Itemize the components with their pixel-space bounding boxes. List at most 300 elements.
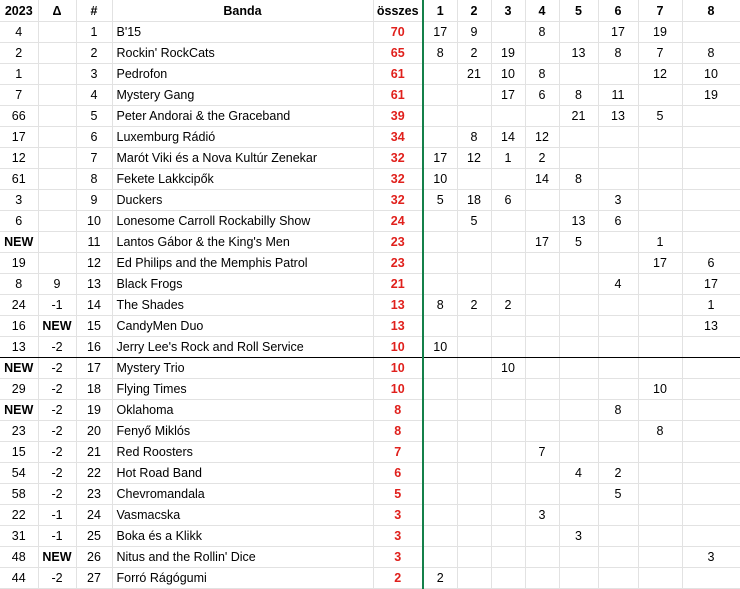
table-row bbox=[0, 148, 740, 169]
cell-total: 61 bbox=[373, 85, 423, 106]
cell-round-4 bbox=[525, 568, 559, 589]
cell-round-5 bbox=[559, 484, 598, 505]
cell-round-3: 2 bbox=[491, 295, 525, 316]
table-header bbox=[0, 0, 740, 22]
cell-round-2 bbox=[457, 253, 491, 274]
cell-round-5: 4 bbox=[559, 463, 598, 484]
cell-round-4 bbox=[525, 400, 559, 421]
table-row bbox=[0, 505, 740, 526]
cell-round-8 bbox=[682, 400, 740, 421]
cell-round-2 bbox=[457, 526, 491, 547]
cell-2023-rank: 61 bbox=[0, 169, 38, 190]
cell-round-4 bbox=[525, 421, 559, 442]
cell-total: 10 bbox=[373, 379, 423, 400]
cell-band-name: Red Roosters bbox=[112, 442, 373, 463]
cell-round-8: 10 bbox=[682, 64, 740, 85]
cell-round-3: 10 bbox=[491, 358, 525, 379]
table-row bbox=[0, 232, 740, 253]
cell-total: 65 bbox=[373, 43, 423, 64]
cell-round-1 bbox=[423, 442, 457, 463]
cell-round-2 bbox=[457, 484, 491, 505]
cell-round-2: 9 bbox=[457, 22, 491, 43]
cell-round-8: 8 bbox=[682, 43, 740, 64]
cell-round-2 bbox=[457, 463, 491, 484]
cell-round-6 bbox=[598, 421, 638, 442]
cell-2023-rank: 58 bbox=[0, 484, 38, 505]
cell-round-1 bbox=[423, 211, 457, 232]
cell-round-7: 8 bbox=[638, 421, 682, 442]
cell-rank: 22 bbox=[76, 463, 112, 484]
cell-round-6 bbox=[598, 148, 638, 169]
cell-band-name: The Shades bbox=[112, 295, 373, 316]
cell-round-8: 17 bbox=[682, 274, 740, 295]
cell-total: 24 bbox=[373, 211, 423, 232]
cell-round-3 bbox=[491, 337, 525, 358]
cell-rank: 9 bbox=[76, 190, 112, 211]
cell-rank: 25 bbox=[76, 526, 112, 547]
cell-round-7: 10 bbox=[638, 379, 682, 400]
cell-round-8 bbox=[682, 232, 740, 253]
table-row bbox=[0, 379, 740, 400]
cell-delta bbox=[38, 106, 76, 127]
cell-round-7: 1 bbox=[638, 232, 682, 253]
cell-delta bbox=[38, 190, 76, 211]
cell-round-4 bbox=[525, 274, 559, 295]
cell-2023-rank: 29 bbox=[0, 379, 38, 400]
cell-round-4 bbox=[525, 211, 559, 232]
cell-round-3 bbox=[491, 169, 525, 190]
cell-round-4 bbox=[525, 358, 559, 379]
cell-round-3 bbox=[491, 232, 525, 253]
table-row bbox=[0, 253, 740, 274]
cell-2023-rank: 17 bbox=[0, 127, 38, 148]
cell-delta: -2 bbox=[38, 568, 76, 589]
cell-round-7: 19 bbox=[638, 22, 682, 43]
cell-round-8 bbox=[682, 505, 740, 526]
table-row bbox=[0, 64, 740, 85]
cell-delta bbox=[38, 232, 76, 253]
cell-round-3 bbox=[491, 547, 525, 568]
cell-round-4: 2 bbox=[525, 148, 559, 169]
cell-round-7 bbox=[638, 316, 682, 337]
cell-delta bbox=[38, 148, 76, 169]
cell-round-2: 8 bbox=[457, 127, 491, 148]
cell-band-name: Luxemburg Rádió bbox=[112, 127, 373, 148]
cell-round-4 bbox=[525, 337, 559, 358]
cell-total: 8 bbox=[373, 400, 423, 421]
cell-round-1 bbox=[423, 400, 457, 421]
table-row bbox=[0, 274, 740, 295]
cell-round-8 bbox=[682, 463, 740, 484]
cell-delta: -2 bbox=[38, 400, 76, 421]
cell-round-5 bbox=[559, 379, 598, 400]
cell-round-7 bbox=[638, 148, 682, 169]
cell-round-8: 13 bbox=[682, 316, 740, 337]
cell-round-5: 5 bbox=[559, 232, 598, 253]
cell-round-3 bbox=[491, 274, 525, 295]
cell-round-4: 8 bbox=[525, 22, 559, 43]
table-row bbox=[0, 463, 740, 484]
cell-round-5 bbox=[559, 505, 598, 526]
cell-round-8: 3 bbox=[682, 547, 740, 568]
cell-2023-rank: 7 bbox=[0, 85, 38, 106]
cell-round-3 bbox=[491, 442, 525, 463]
cell-round-7 bbox=[638, 400, 682, 421]
cell-round-7 bbox=[638, 127, 682, 148]
cell-round-2 bbox=[457, 232, 491, 253]
cell-round-1 bbox=[423, 274, 457, 295]
cell-total: 2 bbox=[373, 568, 423, 589]
cell-total: 6 bbox=[373, 463, 423, 484]
cell-round-1 bbox=[423, 379, 457, 400]
cell-round-2 bbox=[457, 379, 491, 400]
cell-delta bbox=[38, 253, 76, 274]
cell-round-2 bbox=[457, 337, 491, 358]
cell-round-1: 8 bbox=[423, 43, 457, 64]
cell-round-5 bbox=[559, 22, 598, 43]
cell-round-8 bbox=[682, 526, 740, 547]
cell-round-4 bbox=[525, 43, 559, 64]
cell-round-7: 12 bbox=[638, 64, 682, 85]
cell-round-1 bbox=[423, 421, 457, 442]
cell-round-7 bbox=[638, 547, 682, 568]
table-row bbox=[0, 400, 740, 421]
cell-round-4: 7 bbox=[525, 442, 559, 463]
cell-2023-rank: 23 bbox=[0, 421, 38, 442]
cell-round-4: 3 bbox=[525, 505, 559, 526]
cell-round-5: 13 bbox=[559, 43, 598, 64]
cell-round-7 bbox=[638, 274, 682, 295]
cell-2023-rank: 31 bbox=[0, 526, 38, 547]
cell-round-6: 3 bbox=[598, 190, 638, 211]
cell-round-5 bbox=[559, 568, 598, 589]
cell-delta: -2 bbox=[38, 379, 76, 400]
cell-round-5 bbox=[559, 64, 598, 85]
cell-2023-rank: 48 bbox=[0, 547, 38, 568]
table-row bbox=[0, 169, 740, 190]
cell-round-5 bbox=[559, 358, 598, 379]
table-row bbox=[0, 421, 740, 442]
cell-round-7 bbox=[638, 505, 682, 526]
cell-band-name: Mystery Trio bbox=[112, 358, 373, 379]
cell-round-5 bbox=[559, 421, 598, 442]
cell-round-3 bbox=[491, 211, 525, 232]
cell-total: 39 bbox=[373, 106, 423, 127]
cell-round-3 bbox=[491, 400, 525, 421]
cell-delta: NEW bbox=[38, 316, 76, 337]
cell-round-5: 13 bbox=[559, 211, 598, 232]
cell-2023-rank: 54 bbox=[0, 463, 38, 484]
cell-round-3 bbox=[491, 505, 525, 526]
cell-round-5 bbox=[559, 547, 598, 568]
cell-total: 3 bbox=[373, 505, 423, 526]
col-header-rank: # bbox=[76, 0, 112, 22]
cell-rank: 17 bbox=[76, 358, 112, 379]
cell-round-6: 5 bbox=[598, 484, 638, 505]
cell-round-2 bbox=[457, 358, 491, 379]
cell-delta: -2 bbox=[38, 358, 76, 379]
cell-round-4 bbox=[525, 106, 559, 127]
cell-total: 13 bbox=[373, 316, 423, 337]
col-header-band: Banda bbox=[112, 0, 373, 22]
cell-round-8 bbox=[682, 442, 740, 463]
col-header-total: összes bbox=[373, 0, 423, 22]
cell-round-2 bbox=[457, 400, 491, 421]
cell-round-4: 17 bbox=[525, 232, 559, 253]
cell-round-5 bbox=[559, 190, 598, 211]
cell-rank: 11 bbox=[76, 232, 112, 253]
cell-round-8 bbox=[682, 106, 740, 127]
cell-round-2: 5 bbox=[457, 211, 491, 232]
cell-round-5: 8 bbox=[559, 169, 598, 190]
cell-rank: 27 bbox=[76, 568, 112, 589]
cell-round-7 bbox=[638, 295, 682, 316]
cell-delta bbox=[38, 64, 76, 85]
cell-round-3: 1 bbox=[491, 148, 525, 169]
cell-band-name: Pedrofon bbox=[112, 64, 373, 85]
cell-rank: 13 bbox=[76, 274, 112, 295]
cell-round-2 bbox=[457, 106, 491, 127]
cell-rank: 2 bbox=[76, 43, 112, 64]
cell-round-6 bbox=[598, 526, 638, 547]
cell-delta: -2 bbox=[38, 484, 76, 505]
cell-delta bbox=[38, 211, 76, 232]
cell-band-name: Duckers bbox=[112, 190, 373, 211]
table-row bbox=[0, 337, 740, 358]
col-header-4: 4 bbox=[525, 0, 559, 22]
cell-total: 21 bbox=[373, 274, 423, 295]
cell-total: 23 bbox=[373, 253, 423, 274]
cell-round-8 bbox=[682, 337, 740, 358]
cell-round-3: 17 bbox=[491, 85, 525, 106]
cell-round-7 bbox=[638, 337, 682, 358]
col-header-7: 7 bbox=[638, 0, 682, 22]
cell-round-6 bbox=[598, 232, 638, 253]
cell-round-4: 6 bbox=[525, 85, 559, 106]
cell-rank: 12 bbox=[76, 253, 112, 274]
cell-rank: 18 bbox=[76, 379, 112, 400]
cell-round-3 bbox=[491, 379, 525, 400]
cell-round-5 bbox=[559, 127, 598, 148]
table-body bbox=[0, 22, 740, 589]
cell-delta: -2 bbox=[38, 337, 76, 358]
cell-round-1: 17 bbox=[423, 148, 457, 169]
cell-round-8 bbox=[682, 148, 740, 169]
cell-round-4 bbox=[525, 253, 559, 274]
cell-round-3: 6 bbox=[491, 190, 525, 211]
cell-round-6 bbox=[598, 64, 638, 85]
cell-2023-rank: 1 bbox=[0, 64, 38, 85]
cell-round-6: 8 bbox=[598, 400, 638, 421]
cell-total: 32 bbox=[373, 169, 423, 190]
table-row bbox=[0, 358, 740, 379]
cell-round-1 bbox=[423, 127, 457, 148]
cell-total: 23 bbox=[373, 232, 423, 253]
cell-delta: -2 bbox=[38, 463, 76, 484]
table-row bbox=[0, 295, 740, 316]
col-header-2023: 2023 bbox=[0, 0, 38, 22]
cell-round-7: 17 bbox=[638, 253, 682, 274]
cell-band-name: Peter Andorai & the Graceband bbox=[112, 106, 373, 127]
cell-round-8: 1 bbox=[682, 295, 740, 316]
cell-round-7 bbox=[638, 190, 682, 211]
cell-rank: 24 bbox=[76, 505, 112, 526]
cell-round-1 bbox=[423, 106, 457, 127]
cell-round-5: 3 bbox=[559, 526, 598, 547]
cell-round-1: 5 bbox=[423, 190, 457, 211]
cell-round-6: 4 bbox=[598, 274, 638, 295]
cell-round-6 bbox=[598, 253, 638, 274]
cell-2023-rank: 2 bbox=[0, 43, 38, 64]
cell-round-3 bbox=[491, 421, 525, 442]
cell-round-6 bbox=[598, 169, 638, 190]
cell-total: 5 bbox=[373, 484, 423, 505]
cell-round-1 bbox=[423, 505, 457, 526]
cell-round-6 bbox=[598, 568, 638, 589]
cell-band-name: Vasmacska bbox=[112, 505, 373, 526]
cell-round-1: 17 bbox=[423, 22, 457, 43]
cell-round-7 bbox=[638, 463, 682, 484]
cell-round-1 bbox=[423, 316, 457, 337]
cell-total: 8 bbox=[373, 421, 423, 442]
cell-round-7 bbox=[638, 211, 682, 232]
cell-round-8 bbox=[682, 211, 740, 232]
cell-round-2 bbox=[457, 505, 491, 526]
cell-round-1 bbox=[423, 85, 457, 106]
cell-round-1 bbox=[423, 253, 457, 274]
cell-2023-rank: 6 bbox=[0, 211, 38, 232]
cell-round-6: 13 bbox=[598, 106, 638, 127]
cell-total: 34 bbox=[373, 127, 423, 148]
cell-round-6: 17 bbox=[598, 22, 638, 43]
table-row bbox=[0, 442, 740, 463]
cell-band-name: Ed Philips and the Memphis Patrol bbox=[112, 253, 373, 274]
cell-round-8 bbox=[682, 169, 740, 190]
cell-round-2: 2 bbox=[457, 43, 491, 64]
cell-round-2 bbox=[457, 85, 491, 106]
cell-round-3: 19 bbox=[491, 43, 525, 64]
cell-round-3 bbox=[491, 253, 525, 274]
cell-rank: 16 bbox=[76, 337, 112, 358]
cell-band-name: Flying Times bbox=[112, 379, 373, 400]
cell-delta: 9 bbox=[38, 274, 76, 295]
cell-round-5 bbox=[559, 253, 598, 274]
cell-round-8 bbox=[682, 127, 740, 148]
cell-round-1 bbox=[423, 463, 457, 484]
cell-round-3 bbox=[491, 526, 525, 547]
cell-total: 3 bbox=[373, 526, 423, 547]
cell-round-4 bbox=[525, 484, 559, 505]
header-row bbox=[0, 0, 740, 22]
table-row bbox=[0, 106, 740, 127]
cell-round-6 bbox=[598, 337, 638, 358]
cell-2023-rank: NEW bbox=[0, 400, 38, 421]
cell-2023-rank: 19 bbox=[0, 253, 38, 274]
cell-round-5 bbox=[559, 295, 598, 316]
cell-round-4: 8 bbox=[525, 64, 559, 85]
cell-round-7 bbox=[638, 526, 682, 547]
cell-rank: 8 bbox=[76, 169, 112, 190]
cell-round-5: 8 bbox=[559, 85, 598, 106]
cell-2023-rank: 8 bbox=[0, 274, 38, 295]
cell-delta bbox=[38, 169, 76, 190]
col-header-2: 2 bbox=[457, 0, 491, 22]
cell-band-name: Nitus and the Rollin' Dice bbox=[112, 547, 373, 568]
cell-2023-rank: NEW bbox=[0, 232, 38, 253]
cell-band-name: Lonesome Carroll Rockabilly Show bbox=[112, 211, 373, 232]
cell-band-name: Mystery Gang bbox=[112, 85, 373, 106]
cell-round-4 bbox=[525, 379, 559, 400]
cell-round-6 bbox=[598, 127, 638, 148]
col-header-8: 8 bbox=[682, 0, 740, 22]
cell-round-1: 10 bbox=[423, 337, 457, 358]
cell-round-6 bbox=[598, 316, 638, 337]
cell-round-6 bbox=[598, 379, 638, 400]
table-row bbox=[0, 547, 740, 568]
cell-round-8 bbox=[682, 484, 740, 505]
cell-rank: 20 bbox=[76, 421, 112, 442]
cell-round-1 bbox=[423, 484, 457, 505]
col-header-3: 3 bbox=[491, 0, 525, 22]
cell-2023-rank: 12 bbox=[0, 148, 38, 169]
col-header-5: 5 bbox=[559, 0, 598, 22]
cell-round-1 bbox=[423, 547, 457, 568]
cell-2023-rank: 24 bbox=[0, 295, 38, 316]
cell-band-name: Oklahoma bbox=[112, 400, 373, 421]
cell-round-4 bbox=[525, 463, 559, 484]
cell-delta: -1 bbox=[38, 526, 76, 547]
col-header-delta: Δ bbox=[38, 0, 76, 22]
cell-band-name: CandyMen Duo bbox=[112, 316, 373, 337]
cell-total: 13 bbox=[373, 295, 423, 316]
table-row bbox=[0, 85, 740, 106]
cell-round-3 bbox=[491, 484, 525, 505]
cell-round-5 bbox=[559, 400, 598, 421]
cell-round-7 bbox=[638, 442, 682, 463]
cell-2023-rank: NEW bbox=[0, 358, 38, 379]
cell-delta: -1 bbox=[38, 505, 76, 526]
cell-delta bbox=[38, 43, 76, 64]
table-row bbox=[0, 190, 740, 211]
cell-rank: 15 bbox=[76, 316, 112, 337]
table-row bbox=[0, 316, 740, 337]
cell-band-name: Fenyő Miklós bbox=[112, 421, 373, 442]
cell-total: 70 bbox=[373, 22, 423, 43]
cell-round-3 bbox=[491, 106, 525, 127]
cell-round-4 bbox=[525, 547, 559, 568]
cell-round-5 bbox=[559, 148, 598, 169]
cell-round-3: 10 bbox=[491, 64, 525, 85]
cell-round-1 bbox=[423, 526, 457, 547]
table-row bbox=[0, 211, 740, 232]
cell-round-3: 14 bbox=[491, 127, 525, 148]
cell-round-5 bbox=[559, 337, 598, 358]
cell-round-7 bbox=[638, 169, 682, 190]
cell-band-name: Lantos Gábor & the King's Men bbox=[112, 232, 373, 253]
cell-round-6 bbox=[598, 547, 638, 568]
cell-rank: 7 bbox=[76, 148, 112, 169]
cell-round-8 bbox=[682, 568, 740, 589]
cell-round-2 bbox=[457, 274, 491, 295]
cell-round-4 bbox=[525, 316, 559, 337]
cell-rank: 26 bbox=[76, 547, 112, 568]
col-header-1: 1 bbox=[423, 0, 457, 22]
cell-total: 3 bbox=[373, 547, 423, 568]
col-header-6: 6 bbox=[598, 0, 638, 22]
cell-rank: 1 bbox=[76, 22, 112, 43]
cell-round-4 bbox=[525, 526, 559, 547]
table-row bbox=[0, 484, 740, 505]
